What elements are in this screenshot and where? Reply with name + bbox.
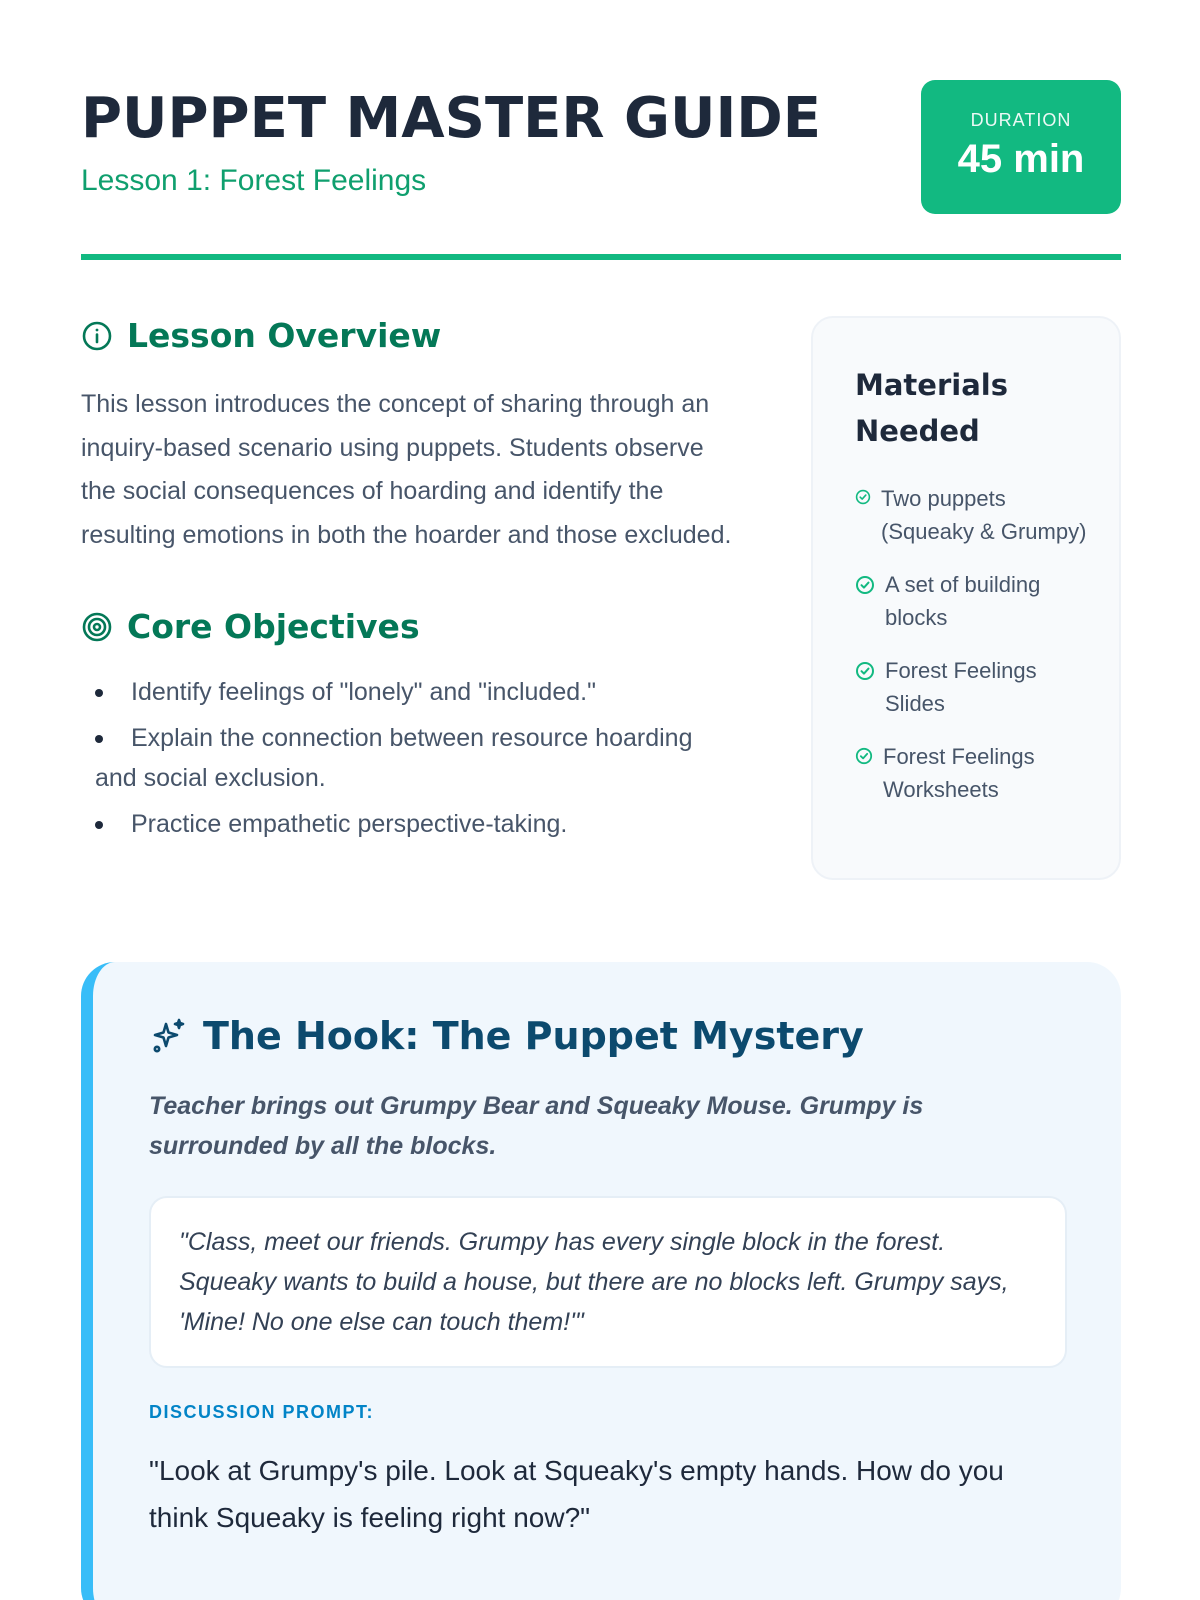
objectives-heading-text: Core Objectives <box>127 607 420 646</box>
check-circle-icon <box>855 489 871 505</box>
list-item: A set of building blocks <box>855 568 1089 634</box>
page-header <box>81 80 1121 260</box>
hook-intro: Teacher brings out Grumpy Bear and Squeaky Mouse. Grumpy is surrounded by all the blocks. <box>149 1092 924 1160</box>
overview-section <box>81 316 741 557</box>
check-circle-icon <box>855 747 873 765</box>
materials-list <box>855 482 1089 806</box>
hook-heading <box>149 1014 1067 1058</box>
objectives-section <box>81 607 741 844</box>
info-circle-icon <box>81 320 113 352</box>
materials-title: Materials Needed <box>855 368 1008 448</box>
list-item: Explain the connection between resource hoarding and social exclusion. <box>95 724 693 792</box>
check-circle-icon <box>855 661 875 681</box>
target-icon <box>81 611 113 643</box>
objectives-list <box>81 672 741 844</box>
objectives-heading <box>81 607 741 646</box>
discussion-prompt-text: "Look at Grumpy's pile. Look at Squeaky's empty hands. How do you think Squeaky is feeling right now?" <box>149 1455 1004 1533</box>
hook-card <box>81 962 1121 1600</box>
lesson-main-column <box>81 316 741 850</box>
duration-label: DURATION <box>970 110 1072 130</box>
overview-heading-text: Lesson Overview <box>127 316 442 355</box>
sparkles-icon <box>149 1016 189 1056</box>
hook-heading-text: The Hook: The Puppet Mystery <box>203 1014 864 1058</box>
lesson-subtitle: Lesson 1: Forest Feelings <box>81 164 427 197</box>
list-item: Forest Feelings Worksheets <box>855 740 1089 806</box>
check-circle-icon <box>855 575 875 595</box>
page-title: PUPPET MASTER GUIDE <box>81 86 822 151</box>
list-item: Two puppets (Squeaky & Grumpy) <box>855 482 1089 548</box>
duration-value: 45 min <box>957 137 1085 181</box>
materials-card <box>811 316 1121 880</box>
overview-heading <box>81 316 741 355</box>
overview-text: This lesson introduces the concept of sharing through an inquiry-based scenario using puppets. Students observe the social consequences of hoarding and identify the resulting emotions in both the hoarder and those excluded. <box>81 390 732 549</box>
teacher-script-quote: "Class, meet our friends. Grumpy has every single block in the forest. Squeaky wants to build a house, but there are no blocks left. Grumpy says, 'Mine! No one else can touch them!'" <box>149 1196 1067 1368</box>
discussion-prompt-label: DISCUSSION PROMPT: <box>149 1402 375 1422</box>
header-divider <box>81 254 1121 260</box>
list-item: Forest Feelings Slides <box>855 654 1089 720</box>
list-item: Practice empathetic perspective-taking. <box>81 804 741 844</box>
duration-badge <box>921 80 1121 214</box>
list-item: Identify feelings of "lonely" and "included." <box>81 672 741 712</box>
